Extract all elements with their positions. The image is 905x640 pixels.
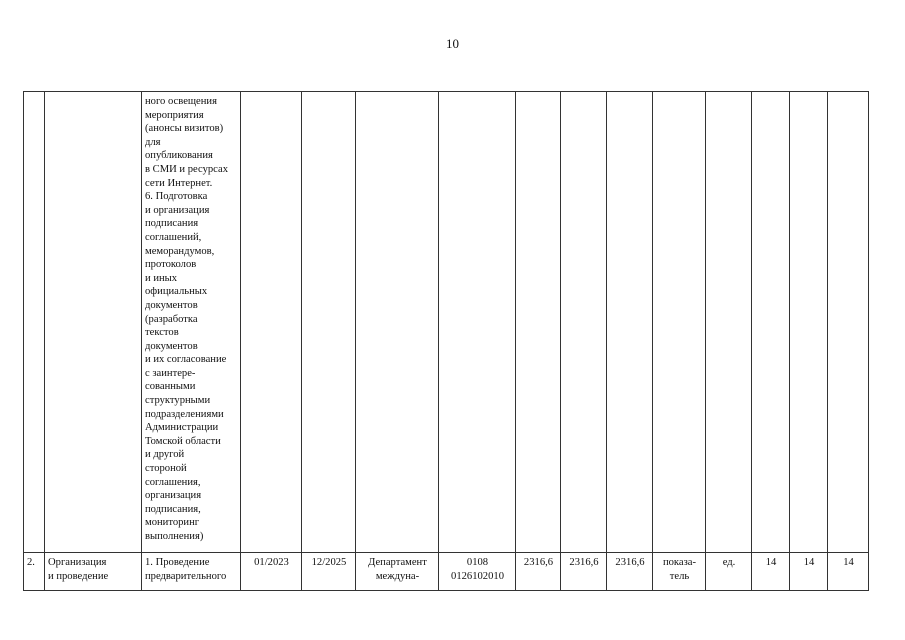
cell-amount-2 (607, 92, 653, 553)
table-row (24, 553, 869, 591)
cell-amount-1 (561, 92, 607, 553)
cell-activity-description: ного освещения мероприятия (анонсы визитов) для опубликования в СМИ и ресурсах сети Интернет. 6. Подготовка и организация подписания соглашений, меморандумов, протоколов и иных официальных документов (разработка текстов документов и их согласование с заинтере- сованными структурными подразделениями Администрации Томской области и другой стороной соглашения, организация подписания, мониторинг выполнения) (142, 92, 241, 553)
table-row (24, 92, 869, 553)
cell-budget-code (439, 92, 516, 553)
plan-table (23, 91, 869, 591)
cell-executor: Департамент междуна- (356, 553, 439, 591)
cell-indicator (653, 92, 706, 553)
cell-value-1 (752, 92, 790, 553)
cell-number (24, 92, 45, 553)
cell-amount-total (516, 92, 561, 553)
cell-value-3: 14 (828, 553, 869, 591)
cell-value-2 (790, 92, 828, 553)
cell-value-1: 14 (752, 553, 790, 591)
cell-number: 2. (24, 553, 45, 591)
cell-unit: ед. (706, 553, 752, 591)
cell-start-date (241, 92, 302, 553)
cell-value-2: 14 (790, 553, 828, 591)
page-number: 10 (446, 36, 459, 51)
cell-activity-description: 1. Проведение предварительного (142, 553, 241, 591)
cell-amount-total: 2316,6 (516, 553, 561, 591)
cell-value-3 (828, 92, 869, 553)
cell-start-date: 01/2023 (241, 553, 302, 591)
cell-budget-code: 0108 0126102010 (439, 553, 516, 591)
cell-end-date (302, 92, 356, 553)
cell-executor (356, 92, 439, 553)
cell-indicator: показа- тель (653, 553, 706, 591)
cell-task-name (45, 92, 142, 553)
cell-amount-1: 2316,6 (561, 553, 607, 591)
cell-unit (706, 92, 752, 553)
cell-end-date: 12/2025 (302, 553, 356, 591)
cell-amount-2: 2316,6 (607, 553, 653, 591)
cell-task-name: Организация и проведение (45, 553, 142, 591)
